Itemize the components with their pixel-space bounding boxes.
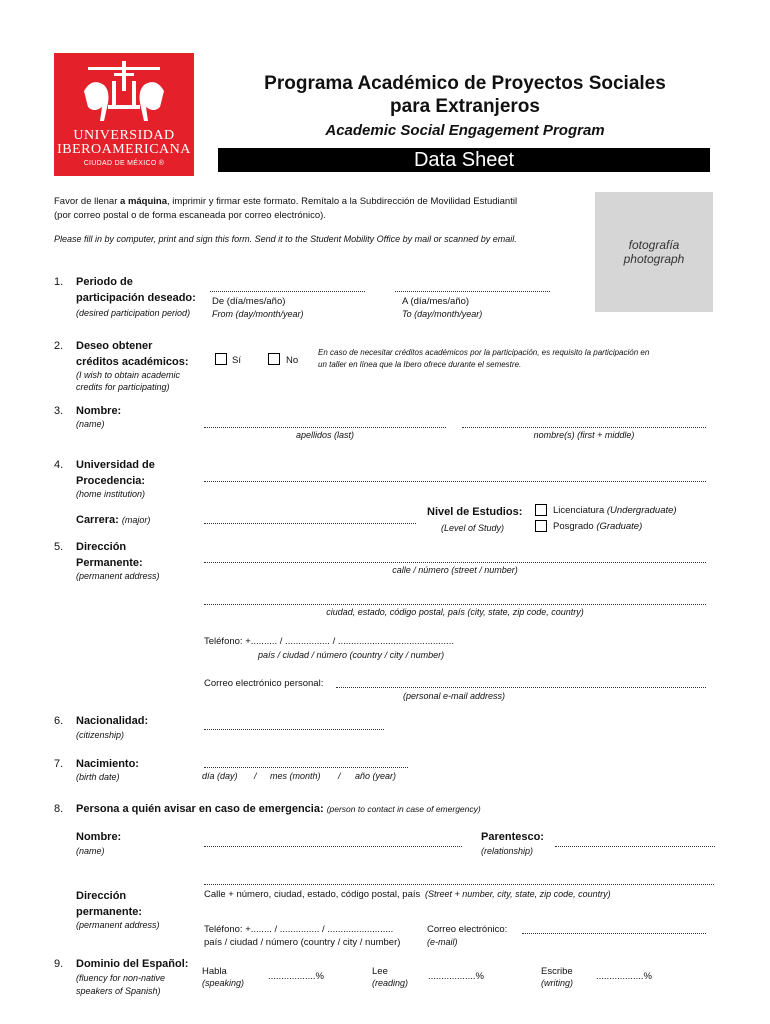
section-5-number: 5. [54,541,64,553]
credits-yes-checkbox[interactable] [215,353,227,365]
credits-label-en-2: credits for participating) [76,382,170,392]
writing-label: Escribe [541,966,573,977]
birth-day-caption: día (day) [202,771,238,781]
photo-label-es: fotografía [628,238,680,252]
section-9-number: 9. [54,958,64,970]
credits-label-1: Deseo obtener [76,340,153,352]
logo-line-1: UNIVERSIDAD [73,128,175,143]
credits-yes-label: Sí [232,355,241,366]
birth-sep-1: / [254,771,257,781]
name-label: Nombre: [76,405,122,417]
emergency-contact-label: Persona a quién avisar en caso de emergencia: (person to contact in case of emergency) [76,803,481,815]
photo-placeholder[interactable] [595,192,713,312]
period-label-en: (desired participation period) [76,308,191,318]
credits-label-2: créditos académicos: [76,356,189,368]
relationship-field[interactable] [555,846,715,847]
university-logo [54,53,194,176]
section-7-number: 7. [54,758,64,770]
writing-field[interactable]: ..................% [596,971,652,982]
birth-label-en: (birth date) [76,772,120,782]
credits-no-checkbox[interactable] [268,353,280,365]
emergency-email-field[interactable] [522,933,706,934]
last-name-caption: apellidos (last) [295,430,355,440]
form-title-line-1: Programa Académico de Proyectos Sociales [264,73,666,94]
birth-date-field[interactable] [204,767,408,768]
data-sheet-banner: Data Sheet [218,148,710,172]
home-univ-label-1: Universidad de [76,459,155,471]
logo-line-2: IBEROAMERICANA [57,142,191,157]
horses-crest-icon [78,61,170,127]
undergraduate-checkbox[interactable] [535,504,547,516]
first-name-field[interactable] [462,427,706,428]
from-date-field[interactable] [210,291,365,292]
level-label: Nivel de Estudios: [427,506,523,518]
credits-no-label: No [286,355,299,366]
reading-label: Lee [372,966,388,977]
writing-label-en: (writing) [541,978,574,988]
reading-label-en: (reading) [372,978,409,988]
form-title-line-2: para Extranjeros [390,96,540,117]
level-label-en: (Level of Study) [441,523,505,533]
emergency-address-label-2: permanente: [76,906,143,918]
speaking-label-en: (speaking) [202,978,245,988]
relationship-label-en: (relationship) [481,846,534,856]
from-date-label-en: From (day/month/year) [212,309,304,319]
emergency-email-caption: (e-mail) [427,937,458,947]
emergency-address-field[interactable] [204,884,714,885]
city-caption: ciudad, estado, código postal, país (city, state, zip code, country) [326,607,584,617]
citizenship-field[interactable] [204,729,384,730]
speaking-label: Habla [202,966,227,977]
emergency-name-field[interactable] [204,846,462,847]
undergraduate-label: Licenciatura (Undergraduate) [553,505,677,516]
emergency-phone-field[interactable]: Teléfono: +........ / ............... / ......................... [204,924,394,935]
perm-address-label-1: Dirección [76,541,127,553]
home-univ-label-2: Procedencia: [76,475,146,487]
reading-field[interactable]: ..................% [428,971,484,982]
last-name-field[interactable] [204,427,446,428]
intro-line-2: (por correo postal o de forma escaneada por correo electrónico). [54,210,326,221]
spanish-fluency-en-1: (fluency for non-native [76,973,166,983]
to-date-label-en: To (day/month/year) [402,309,483,319]
emergency-email-label: Correo electrónico: [427,924,508,935]
email-caption: (personal e-mail address) [403,691,506,701]
relationship-label: Parentesco: [481,831,544,843]
first-name-caption: nombre(s) (first + middle) [533,430,635,440]
period-label-1: Periodo de [76,276,133,288]
credits-label-en-1: (I wish to obtain academic [76,370,181,380]
to-date-field[interactable] [395,291,550,292]
city-field[interactable] [204,604,706,605]
citizenship-label-en: (citizenship) [76,730,125,740]
photo-label-en: photograph [623,252,685,266]
form-subtitle: Academic Social Engagement Program [325,122,605,139]
birth-year-caption: año (year) [355,771,397,781]
emergency-address-caption: Calle + número, ciudad, estado, código postal, país [204,889,421,900]
perm-address-label-en: (permanent address) [76,571,160,581]
section-3-number: 3. [54,405,64,417]
from-date-label: De (día/mes/año) [212,296,286,307]
credits-note-1: En caso de necesitar créditos académicos por la participación, es requisito la participación en [318,348,650,357]
phone-field[interactable]: Teléfono: +.......... / ................. / ............................................ [204,636,454,647]
emergency-address-label-en: (permanent address) [76,920,160,930]
section-2-number: 2. [54,340,64,352]
name-label-en: (name) [76,419,105,429]
perm-address-label-2: Permanente: [76,557,143,569]
birth-sep-2: / [338,771,341,781]
birth-label: Nacimiento: [76,758,139,770]
section-8-number: 8. [54,803,64,815]
emergency-address-caption-en: (Street + number, city, state, zip code, country) [425,889,611,899]
emergency-phone-caption: país / ciudad / número (country / city / number) [204,937,401,948]
email-label: Correo electrónico personal: [204,678,324,689]
career-label: Carrera: (major) [76,514,151,526]
home-institution-field[interactable] [204,481,706,482]
citizenship-label: Nacionalidad: [76,715,149,727]
career-field[interactable] [204,523,416,524]
section-1-number: 1. [54,276,64,288]
street-caption: calle / número (street / number) [392,565,518,575]
birth-month-caption: mes (month) [270,771,321,781]
graduate-checkbox[interactable] [535,520,547,532]
emergency-name-label-en: (name) [76,846,105,856]
emergency-address-label-1: Dirección [76,890,127,902]
spanish-fluency-en-2: speakers of Spanish) [76,986,161,996]
personal-email-field[interactable] [336,687,706,688]
section-4-number: 4. [54,459,64,471]
home-univ-label-en: (home institution) [76,489,146,499]
speaking-field[interactable]: ..................% [268,971,324,982]
period-label-2: participación deseado: [76,292,196,304]
to-date-label: A (día/mes/año) [402,296,470,307]
street-field[interactable] [204,562,706,563]
section-6-number: 6. [54,715,64,727]
spanish-fluency-label: Dominio del Español: [76,958,189,970]
graduate-label: Posgrado (Graduate) [553,521,643,532]
logo-line-3: CIUDAD DE MÉXICO ® [83,160,165,167]
phone-caption: país / ciudad / número (country / city / number) [258,650,445,660]
credits-note-2: un taller en línea que la Ibero ofrece durante el semestre. [318,360,522,369]
emergency-name-label: Nombre: [76,831,122,843]
intro-line-1: Favor de llenar a máquina, imprimir y firmar este formato. Remítalo a la Subdirección de Movilidad Estudiantil [54,196,518,207]
intro-line-english: Please fill in by computer, print and sign this form. Send it to the Student Mobility Office by mail or scanned by email. [54,234,517,244]
